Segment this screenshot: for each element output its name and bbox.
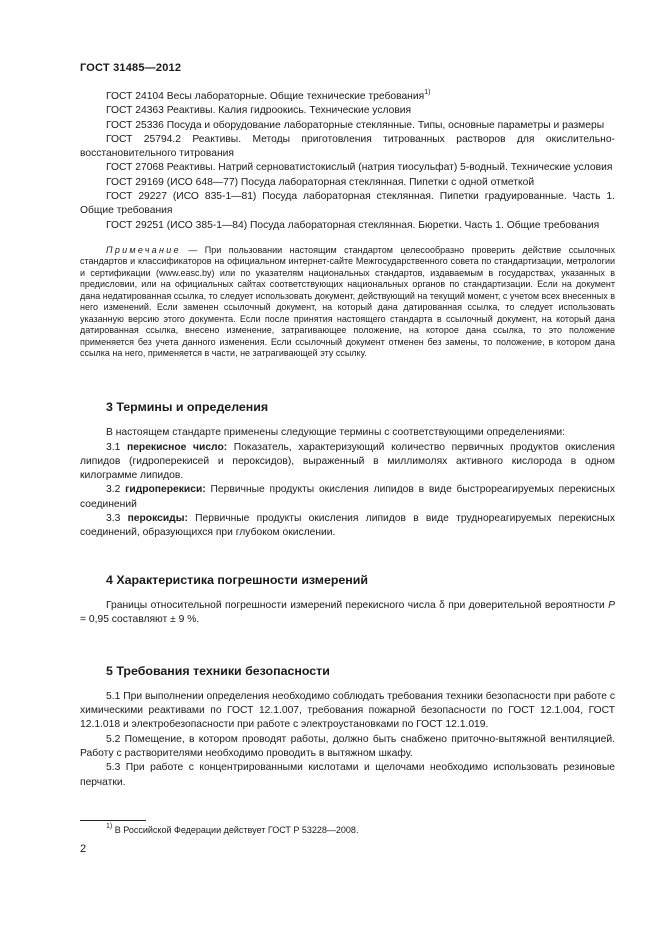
reference-item: ГОСТ 29251 (ИСО 385-1—84) Посуда лабораторная стеклянная. Бюретки. Часть 1. Общие требования: [106, 219, 600, 231]
note-label: Примечание: [106, 244, 181, 255]
footnote-ref: 1): [424, 89, 431, 96]
note-paragraph: [80, 245, 615, 360]
reference-item: ГОСТ 29169 (ИСО 648—77) Посуда лабораторная стеклянная. Пипетки с одной отметкой: [106, 176, 535, 188]
reference-item: ГОСТ 25336 Посуда и оборудование лабораторные стеклянные. Типы, основные параметры и размеры: [106, 119, 605, 131]
document-header: ГОСТ 31485—2012: [80, 62, 182, 74]
reference-item: ГОСТ 29227 (ИСО 835-1—81) Посуда лабораторная стеклянная. Пипетки градуированные. Часть 1. Общие требования: [80, 191, 615, 217]
term-definition: 3.3 пероксиды: Первичные продукты окисления липидов в виде труднореагируемых перекисных соединений, образующихся при глубоком окислении.: [80, 513, 615, 539]
reference-item: ГОСТ 27068 Реактивы. Натрий серноватистокислый (натрия тиосульфат) 5-водный. Технические условия: [106, 162, 613, 174]
footnote: $^{1)}$ В Российской Федерации действует ГОСТ Р 53228—2008.: [106, 823, 359, 835]
term: гидроперекиси:: [125, 484, 206, 496]
term-definition: 3.2 гидроперекиси: Первичные продукты окисления липидов в виде быстрореагируемых перекисных соединений: [80, 484, 615, 510]
section-5-paragraph: 5.2 Помещение, в котором проводят работы, должно быть снабжено приточно-вытяжной вентиляцией. Работу с растворителями необходимо проводить в вытяжном шкафу.: [80, 733, 615, 760]
section-3-intro: В настоящем стандарте применены следующие термины с соответствующими определениями:: [106, 427, 566, 439]
section-5-paragraph: 5.1 При выполнении определения необходимо соблюдать требования техники безопасности при работе с химическими реактивами по ГОСТ 12.1.007, требования пожарной безопасности по ГОСТ 12.1.004, ГОСТ 12.1.018 и электробезопасности при работе с электроустановками по ГОСТ 12.1.019.: [80, 690, 615, 731]
reference-item: ГОСТ 24104 Весы лабораторные. Общие технические требования$^{1)}$: [106, 89, 431, 102]
section-4-text: Границы относительной погрешности измерений перекисного числа δ при доверительной вероятности P = 0,95 составляют ± 9 %.: [80, 599, 615, 626]
page-number: 2: [80, 843, 87, 855]
section-4-heading: 4 Характеристика погрешности измерений: [106, 572, 369, 587]
term-definition: 3.1 перекисное число: Показатель, характеризующий количество первичных продуктов окисления липидов (гидроперекисей и пероксидов), выраженный в миллимолях активного кислорода в одном килограмме липидов.: [80, 441, 615, 482]
footnote-divider: [80, 820, 146, 821]
section-5-paragraph: 5.3 При работе с концентрированными кислотами и щелочами необходимо использовать резиновые перчатки.: [80, 762, 615, 788]
reference-item: ГОСТ 25794.2 Реактивы. Методы приготовления титрованных растворов для окислительно-восстановительного титрования: [80, 133, 615, 160]
note-text: — При пользовании настоящим стандартом целесообразно проверить действие ссылочных стандартов и классификаторов на официальном интернет-сайте Межгосударственного совета по стандартизации, метрологии и сертификации (www.easc.by) или по указателям национальных стандартов, издаваемым в государствах, указанных в предисловии, или на официальных сайтах соответствующих национальных органов по стандартизации. Если на документ дана недатированная ссылка, то следует использовать документ, действующий на текущий момент, с учетом всех внесенных в него изменений. Если заменен ссылочный документ, на который дана датированная ссылка, то следует использовать указанную версию этого документа. Если после принятия настоящего стандарта в ссылочный документ, на который дана датированная ссылка, внесено изменение, затрагивающее положение, на которое дана ссылка, то это положение применяется без учета данного изменения. Если ссылочный документ отменен без замены, то положение, в котором дана ссылка на него, применяется в части, не затрагивающей эту ссылку.: [80, 244, 615, 359]
document-body: [80, 90, 615, 790]
section-5-heading: 5 Требования техники безопасности: [106, 663, 330, 678]
section-3-heading: 3 Термины и определения: [106, 399, 269, 414]
term: пероксиды:: [127, 513, 188, 525]
term: перекисное число:: [126, 441, 228, 453]
reference-item: ГОСТ 24363 Реактивы. Калия гидроокись. Технические условия: [106, 105, 412, 117]
